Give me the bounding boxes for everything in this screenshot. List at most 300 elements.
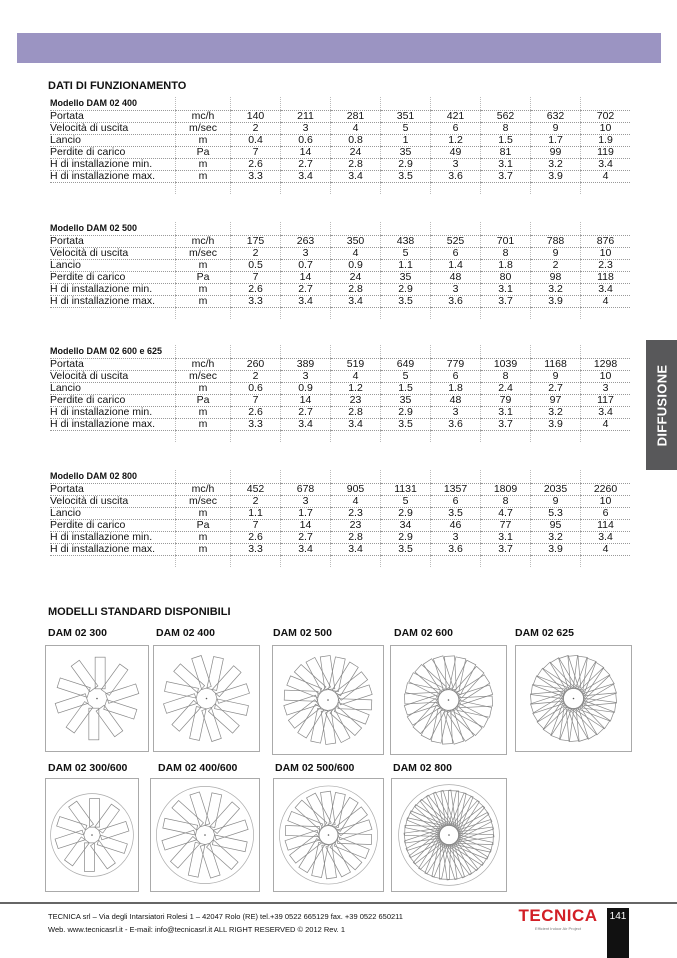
value-cell: 3.3 — [231, 171, 281, 183]
row-label: Perdite di carico — [50, 147, 176, 159]
value-cell: 6 — [431, 371, 481, 383]
value-cell: 3.4 — [331, 171, 381, 183]
model-name: Modello DAM 02 800 — [50, 470, 176, 484]
value-cell: 779 — [431, 359, 481, 371]
value-cell: 2035 — [531, 484, 581, 496]
table-row — [50, 159, 630, 171]
table-row — [50, 272, 630, 284]
diffuser-slot — [322, 844, 337, 879]
empty-cell — [431, 183, 481, 195]
value-cell: 2.8 — [331, 407, 381, 419]
value-cell: 1809 — [481, 484, 531, 496]
empty-cell — [581, 183, 631, 195]
model-name: Modello DAM 02 500 — [50, 222, 176, 236]
value-cell: 525 — [431, 236, 481, 248]
value-cell: 14 — [281, 520, 331, 532]
value-cell: 3 — [431, 159, 481, 171]
diffuser-slot — [405, 683, 440, 700]
value-cell: 8 — [481, 123, 531, 135]
value-cell: 5 — [381, 123, 431, 135]
logo-tagline: Efficient Indoor Air Project — [535, 926, 581, 931]
row-label: Velocità di uscita — [50, 123, 176, 135]
value-cell: 263 — [281, 236, 331, 248]
table-row — [50, 371, 630, 383]
value-cell: 351 — [381, 111, 431, 123]
value-cell: 8 — [481, 371, 531, 383]
row-label: H di installazione max. — [50, 171, 176, 183]
empty-cell — [50, 308, 176, 320]
table-row — [50, 484, 630, 496]
swirl-diffuser-svg — [516, 646, 631, 751]
swirl-diffuser-svg — [46, 779, 138, 891]
value-cell: 95 — [531, 520, 581, 532]
section-title-operating-data: DATI DI FUNZIONAMENTO — [48, 80, 187, 92]
unit-cell: m — [176, 407, 231, 419]
value-cell: 114 — [581, 520, 631, 532]
unit-cell: mc/h — [176, 111, 231, 123]
unit-cell: m — [176, 135, 231, 147]
empty-cell — [481, 345, 531, 359]
swirl-diffuser-svg — [151, 779, 259, 891]
value-cell: 4 — [581, 544, 631, 556]
table-header-row — [50, 345, 630, 359]
empty-cell — [176, 97, 231, 111]
value-cell: 35 — [381, 147, 431, 159]
value-cell: 2.3 — [331, 508, 381, 520]
value-cell: 79 — [481, 395, 531, 407]
empty-cell — [381, 308, 431, 320]
value-cell: 23 — [331, 395, 381, 407]
center-dot — [96, 698, 98, 700]
model-title: DAM 02 400/600 — [158, 762, 238, 774]
unit-cell: m/sec — [176, 371, 231, 383]
value-cell: 1.7 — [281, 508, 331, 520]
table-row — [50, 419, 630, 431]
value-cell: 3.4 — [581, 159, 631, 171]
value-cell: 175 — [231, 236, 281, 248]
empty-cell — [50, 431, 176, 443]
value-cell: 48 — [431, 395, 481, 407]
empty-cell — [531, 556, 581, 568]
value-cell: 1.2 — [331, 383, 381, 395]
model-title: DAM 02 500/600 — [275, 762, 355, 774]
diffuser-slot — [192, 655, 212, 689]
empty-cell — [381, 97, 431, 111]
value-cell: 260 — [231, 359, 281, 371]
diffuser-slot — [174, 664, 205, 693]
table-spacer-row — [50, 183, 630, 195]
empty-cell — [50, 183, 176, 195]
value-cell: 2.7 — [531, 383, 581, 395]
empty-cell — [431, 556, 481, 568]
table-row — [50, 296, 630, 308]
diffuser-slot — [306, 657, 331, 691]
table-row — [50, 260, 630, 272]
value-cell: 0.4 — [231, 135, 281, 147]
row-label: Lancio — [50, 383, 176, 395]
value-cell: 3.3 — [231, 419, 281, 431]
value-cell: 14 — [281, 147, 331, 159]
diffuser-slot — [449, 657, 466, 692]
value-cell: 0.6 — [231, 383, 281, 395]
center-dot — [91, 834, 93, 836]
value-cell: 1.4 — [431, 260, 481, 272]
diffuser-slot — [458, 685, 493, 705]
value-cell: 3.6 — [431, 419, 481, 431]
diffuser-slot — [415, 665, 447, 695]
value-cell: 3.7 — [481, 419, 531, 431]
value-cell: 2 — [231, 248, 281, 260]
table-row — [50, 147, 630, 159]
diffuser-slot — [200, 843, 220, 878]
row-label: Velocità di uscita — [50, 371, 176, 383]
value-cell: 4 — [581, 171, 631, 183]
row-label: Portata — [50, 484, 176, 496]
diffuser-slot — [321, 710, 336, 745]
value-cell: 1298 — [581, 359, 631, 371]
table-row — [50, 496, 630, 508]
value-cell: 3.4 — [581, 407, 631, 419]
value-cell: 3.1 — [481, 284, 531, 296]
row-label: Portata — [50, 236, 176, 248]
value-cell: 3.2 — [531, 284, 581, 296]
value-cell: 3.3 — [231, 544, 281, 556]
value-cell: 2.8 — [331, 532, 381, 544]
value-cell: 905 — [331, 484, 381, 496]
empty-cell — [331, 222, 381, 236]
value-cell: 3.3 — [231, 296, 281, 308]
row-label: Lancio — [50, 508, 176, 520]
value-cell: 0.6 — [281, 135, 331, 147]
row-label: H di installazione min. — [50, 284, 176, 296]
empty-cell — [281, 470, 331, 484]
value-cell: 519 — [331, 359, 381, 371]
diffuser-slot — [163, 694, 197, 714]
value-cell: 7 — [231, 520, 281, 532]
value-cell: 2.6 — [231, 284, 281, 296]
value-cell: 3.6 — [431, 544, 481, 556]
value-cell: 3.4 — [281, 419, 331, 431]
empty-cell — [381, 222, 431, 236]
swirl-diffuser-svg — [391, 646, 506, 754]
diffuser-slot — [288, 700, 321, 728]
row-label: Portata — [50, 359, 176, 371]
value-cell: 421 — [431, 111, 481, 123]
row-label: Perdite di carico — [50, 272, 176, 284]
value-cell: 49 — [431, 147, 481, 159]
diffuser-slot — [190, 792, 210, 827]
diffuser-slot — [213, 820, 248, 840]
value-cell: 99 — [531, 147, 581, 159]
diffuser-slot — [172, 700, 201, 731]
value-cell: 2 — [231, 496, 281, 508]
diffuser-slot — [335, 672, 368, 700]
empty-cell — [176, 470, 231, 484]
diffuser-slot — [95, 804, 120, 833]
diffuser-slot — [215, 684, 249, 704]
value-cell: 0.8 — [331, 135, 381, 147]
value-cell: 3.5 — [431, 508, 481, 520]
empty-cell — [431, 470, 481, 484]
empty-cell — [581, 345, 631, 359]
value-cell: 0.9 — [331, 260, 381, 272]
unit-cell: m — [176, 260, 231, 272]
value-cell: 77 — [481, 520, 531, 532]
table-row — [50, 284, 630, 296]
row-label: H di installazione min. — [50, 159, 176, 171]
diffuser-slot — [287, 676, 322, 698]
row-label: Portata — [50, 111, 176, 123]
table-header-row — [50, 222, 630, 236]
diffuser-slot — [404, 695, 439, 715]
value-cell: 5 — [381, 371, 431, 383]
unit-cell: mc/h — [176, 359, 231, 371]
value-cell: 3.6 — [431, 171, 481, 183]
empty-cell — [581, 556, 631, 568]
diffuser-slot — [215, 699, 249, 716]
value-cell: 2.3 — [581, 260, 631, 272]
value-cell: 1.8 — [481, 260, 531, 272]
empty-cell — [381, 470, 431, 484]
empty-cell — [50, 556, 176, 568]
value-cell: 2.8 — [331, 284, 381, 296]
page-number: 141 — [607, 908, 629, 958]
empty-cell — [581, 431, 631, 443]
diffuser-slot — [99, 821, 129, 839]
value-cell: 3.5 — [381, 171, 431, 183]
unit-cell: m — [176, 544, 231, 556]
unit-cell: Pa — [176, 395, 231, 407]
diffuser-slot — [457, 701, 492, 718]
table-row — [50, 407, 630, 419]
value-cell: 3.2 — [531, 407, 581, 419]
unit-cell: m — [176, 508, 231, 520]
value-cell: 0.5 — [231, 260, 281, 272]
diffuser-slot — [210, 802, 240, 834]
empty-cell — [176, 556, 231, 568]
table-row — [50, 383, 630, 395]
empty-cell — [531, 431, 581, 443]
performance-table — [50, 470, 630, 567]
value-cell: 0.7 — [281, 260, 331, 272]
value-cell: 24 — [331, 272, 381, 284]
swirl-diffuser-svg — [46, 646, 148, 751]
row-label: H di installazione max. — [50, 419, 176, 431]
row-label: Perdite di carico — [50, 520, 176, 532]
value-cell: 9 — [531, 123, 581, 135]
empty-cell — [531, 308, 581, 320]
empty-cell — [381, 345, 431, 359]
value-cell: 35 — [381, 395, 431, 407]
center-dot — [328, 834, 330, 836]
value-cell: 6 — [431, 248, 481, 260]
diffuser-slot — [413, 702, 443, 734]
model-title: DAM 02 800 — [393, 762, 452, 774]
value-cell: 5.3 — [531, 508, 581, 520]
table-row — [50, 236, 630, 248]
value-cell: 3.4 — [331, 544, 381, 556]
value-cell: 81 — [481, 147, 531, 159]
value-cell: 3 — [281, 496, 331, 508]
diffuser-slot — [332, 797, 358, 831]
value-cell: 649 — [381, 359, 431, 371]
value-cell: 3.4 — [581, 532, 631, 544]
table-row — [50, 544, 630, 556]
unit-cell: m/sec — [176, 248, 231, 260]
diffuser-drawing — [273, 778, 384, 892]
diffuser-slot — [207, 840, 239, 870]
value-cell: 3.1 — [481, 532, 531, 544]
empty-cell — [331, 308, 381, 320]
value-cell: 211 — [281, 111, 331, 123]
value-cell: 678 — [281, 484, 331, 496]
value-cell: 4 — [581, 296, 631, 308]
value-cell: 3.6 — [431, 296, 481, 308]
value-cell: 1.5 — [381, 383, 431, 395]
value-cell: 3.2 — [531, 159, 581, 171]
diffuser-slot — [207, 657, 224, 691]
value-cell: 1.9 — [581, 135, 631, 147]
value-cell: 350 — [331, 236, 381, 248]
value-cell: 281 — [331, 111, 381, 123]
value-cell: 3 — [431, 284, 481, 296]
diffuser-slot — [64, 837, 89, 866]
empty-cell — [431, 222, 481, 236]
diffuser-drawing — [391, 778, 507, 892]
value-cell: 2.9 — [381, 284, 431, 296]
table-row — [50, 248, 630, 260]
value-cell: 701 — [481, 236, 531, 248]
value-cell: 10 — [581, 248, 631, 260]
value-cell: 3.2 — [531, 532, 581, 544]
center-dot — [204, 834, 206, 836]
value-cell: 4 — [331, 123, 381, 135]
value-cell: 4 — [331, 248, 381, 260]
empty-cell — [581, 308, 631, 320]
diffuser-slot — [433, 656, 453, 691]
value-cell: 5 — [381, 248, 431, 260]
table-row — [50, 111, 630, 123]
value-cell: 3.4 — [281, 171, 331, 183]
empty-cell — [481, 222, 531, 236]
table-row — [50, 359, 630, 371]
model-title: DAM 02 400 — [156, 627, 215, 639]
value-cell: 7 — [231, 395, 281, 407]
empty-cell — [281, 97, 331, 111]
value-cell: 2.9 — [381, 407, 431, 419]
table-header-row — [50, 470, 630, 484]
value-cell: 4 — [331, 496, 381, 508]
value-cell: 1168 — [531, 359, 581, 371]
value-cell: 632 — [531, 111, 581, 123]
empty-cell — [281, 556, 331, 568]
value-cell: 3.4 — [581, 284, 631, 296]
empty-cell — [281, 431, 331, 443]
section-title-models: MODELLI STANDARD DISPONIBILI — [48, 606, 231, 618]
value-cell: 389 — [281, 359, 331, 371]
value-cell: 3 — [581, 383, 631, 395]
row-label: H di installazione min. — [50, 407, 176, 419]
value-cell: 3 — [281, 371, 331, 383]
value-cell: 46 — [431, 520, 481, 532]
diffuser-slot — [299, 839, 325, 873]
empty-cell — [231, 556, 281, 568]
value-cell: 3 — [281, 248, 331, 260]
empty-cell — [531, 470, 581, 484]
center-dot — [573, 698, 575, 700]
value-cell: 6 — [431, 123, 481, 135]
empty-cell — [381, 556, 431, 568]
diffuser-slot — [55, 830, 85, 848]
model-title: DAM 02 625 — [515, 627, 574, 639]
footer-divider — [0, 902, 677, 904]
table-row — [50, 520, 630, 532]
empty-cell — [581, 97, 631, 111]
diffuser-slot — [298, 704, 324, 738]
empty-cell — [431, 97, 481, 111]
value-cell: 5 — [381, 496, 431, 508]
swirl-diffuser-svg — [273, 646, 383, 754]
value-cell: 1.1 — [381, 260, 431, 272]
value-cell: 3.4 — [281, 296, 331, 308]
unit-cell: m — [176, 532, 231, 544]
empty-cell — [176, 222, 231, 236]
empty-cell — [581, 222, 631, 236]
value-cell: 2.6 — [231, 407, 281, 419]
value-cell: 3.7 — [481, 544, 531, 556]
value-cell: 4 — [331, 371, 381, 383]
value-cell: 1.2 — [431, 135, 481, 147]
empty-cell — [231, 470, 281, 484]
value-cell: 3.5 — [381, 544, 431, 556]
diffuser-slot — [332, 662, 358, 696]
table-row — [50, 508, 630, 520]
unit-cell: Pa — [176, 272, 231, 284]
diffuser-drawing — [272, 645, 384, 755]
swirl-diffuser-svg — [392, 779, 506, 891]
empty-cell — [381, 183, 431, 195]
diffuser-drawing — [45, 645, 149, 752]
value-cell: 452 — [231, 484, 281, 496]
value-cell: 119 — [581, 147, 631, 159]
value-cell: 48 — [431, 272, 481, 284]
diffuser-slot — [321, 791, 336, 826]
side-tab-label: DIFFUSIONE — [654, 364, 670, 446]
value-cell: 2.7 — [281, 159, 331, 171]
value-cell: 14 — [281, 272, 331, 284]
table-row — [50, 395, 630, 407]
empty-cell — [231, 345, 281, 359]
diffuser-slot — [165, 682, 199, 699]
value-cell: 117 — [581, 395, 631, 407]
empty-cell — [281, 308, 331, 320]
empty-cell — [481, 97, 531, 111]
empty-cell — [581, 470, 631, 484]
value-cell: 2 — [231, 123, 281, 135]
empty-cell — [331, 431, 381, 443]
value-cell: 0.9 — [281, 383, 331, 395]
value-cell: 3.4 — [281, 544, 331, 556]
value-cell: 3.7 — [481, 171, 531, 183]
unit-cell: m — [176, 296, 231, 308]
diffuser-slot — [285, 830, 320, 850]
value-cell: 35 — [381, 272, 431, 284]
empty-cell — [481, 183, 531, 195]
value-cell: 14 — [281, 395, 331, 407]
empty-cell — [531, 183, 581, 195]
logo-text: TECNICA — [518, 906, 598, 925]
diffuser-slot — [71, 660, 98, 691]
